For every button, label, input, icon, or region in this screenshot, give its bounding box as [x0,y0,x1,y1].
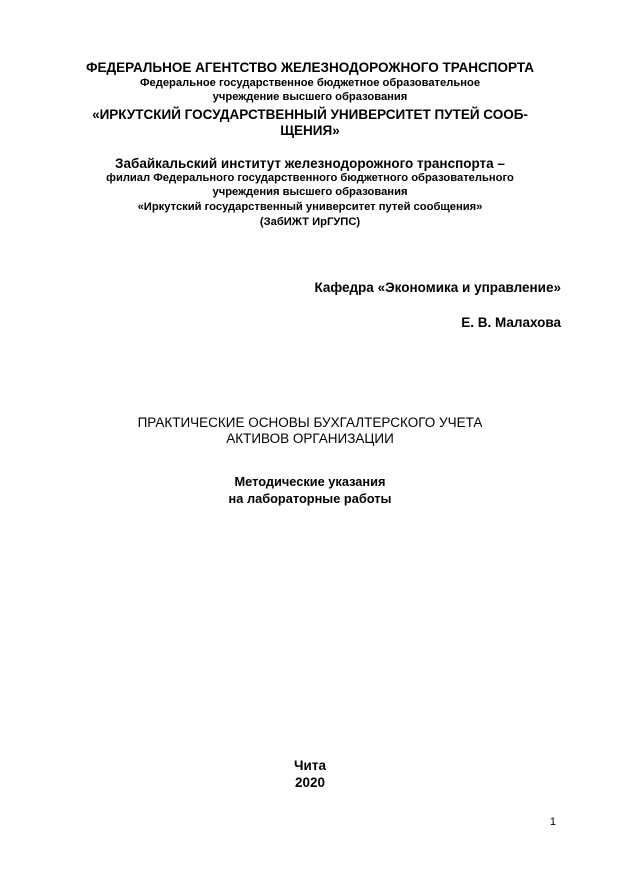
university-name-line-1: «ИРКУТСКИЙ ГОСУДАРСТВЕННЫЙ УНИВЕРСИТЕТ ПУТЕЙ СООБ- [92,107,528,122]
document-subtitle-line-2: на лабораторные работы [228,491,392,506]
branch-name: Забайкальский институт железнодорожного транспорта – [115,156,505,171]
agency-name: ФЕДЕРАЛЬНОЕ АГЕНТСТВО ЖЕЛЕЗНОДОРОЖНОГО ТРАНСПОРТА [86,60,534,75]
branch-line-2: учреждения высшего образования [212,186,408,198]
document-title-line-2: АКТИВОВ ОРГАНИЗАЦИИ [226,431,394,446]
department-name: Кафедра «Экономика и управление» [314,280,561,295]
publication-year: 2020 [294,775,326,790]
institution-type-line-2: учреждение высшего образования [212,91,408,103]
university-name-line-2: ЩЕНИЯ» [280,123,340,138]
institution-type-line-1: Федеральное государственное бюджетное образовательное [139,77,481,89]
document-title-line-1: ПРАКТИЧЕСКИЕ ОСНОВЫ БУХГАЛТЕРСКОГО УЧЕТА [137,415,483,430]
page-number: 1 [549,816,556,828]
publication-city: Чита [294,758,326,773]
document-subtitle-line-1: Методические указания [234,474,386,489]
branch-abbreviation: (ЗабИЖТ ИрГУПС) [259,216,361,228]
branch-line-3: «Иркутский государственный университет путей сообщения» [137,201,483,213]
branch-line-1: филиал Федерального государственного бюджетного образовательного [106,172,514,184]
author-name: Е. В. Малахова [461,315,561,330]
